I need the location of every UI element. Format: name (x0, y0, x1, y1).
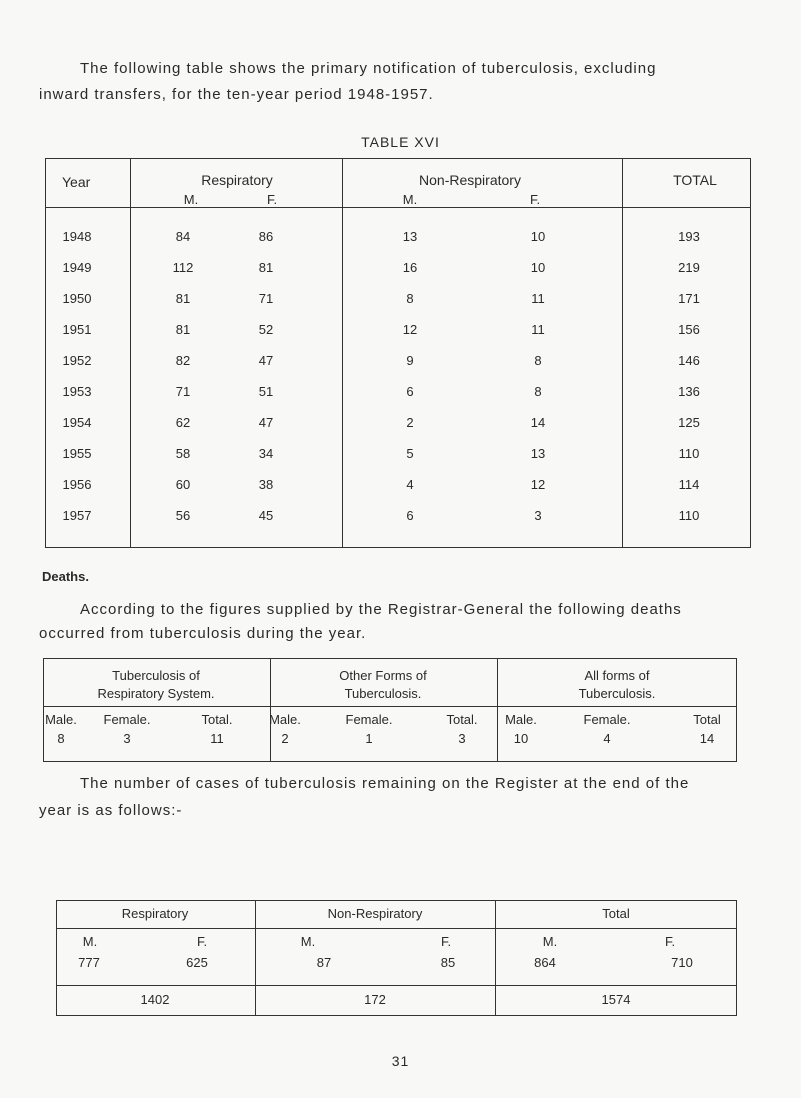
deaths-value-6: 10 (513, 731, 529, 746)
row-8-total: 114 (678, 477, 700, 492)
register-value-5: 710 (671, 955, 693, 970)
header-non-respiratory: Non-Respiratory (419, 172, 521, 188)
row-7-nonresp-f: 13 (530, 446, 546, 461)
deaths-group-1-line-2: Respiratory System. (97, 686, 215, 701)
row-1-year: 1949 (62, 260, 92, 275)
deaths-value-5: 3 (458, 731, 466, 746)
row-4-resp-f: 47 (258, 353, 274, 368)
deaths-subheader-3: Male. (269, 712, 301, 727)
row-2-nonresp-f: 11 (531, 291, 545, 306)
header-resp-m: M. (183, 192, 199, 207)
row-1-resp-f: 81 (258, 260, 274, 275)
register-subheader-4: M. (542, 934, 558, 949)
deaths-subheader-8: Total (693, 712, 721, 727)
deaths-group-1-line-1: Tuberculosis of (112, 668, 200, 683)
register-group-respiratory: Respiratory (121, 906, 189, 921)
row-3-resp-m: 81 (175, 322, 191, 337)
header-nonresp-f: F. (529, 192, 541, 207)
row-8-nonresp-f: 12 (530, 477, 546, 492)
register-subheader-1: F. (196, 934, 208, 949)
row-7-year: 1955 (62, 446, 92, 461)
row-6-nonresp-m: 2 (406, 415, 414, 430)
deaths-value-3: 2 (281, 731, 289, 746)
row-9-nonresp-f: 3 (534, 508, 542, 523)
header-nonresp-m: M. (402, 192, 418, 207)
deaths-group-2-line-2: Tuberculosis. (344, 686, 422, 701)
page-number: 31 (391, 1053, 410, 1069)
row-5-nonresp-f: 8 (534, 384, 542, 399)
register-subheader-2: M. (300, 934, 316, 949)
register-total-2: 1574 (601, 992, 631, 1007)
register-subheader-5: F. (664, 934, 676, 949)
row-6-total: 125 (678, 415, 700, 430)
table-title: TABLE XVI (361, 134, 440, 150)
row-1-total: 219 (678, 260, 700, 275)
row-2-resp-f: 71 (258, 291, 274, 306)
row-3-nonresp-m: 12 (402, 322, 418, 337)
row-0-resp-m: 84 (175, 229, 191, 244)
deaths-value-8: 14 (699, 731, 715, 746)
row-6-year: 1954 (62, 415, 92, 430)
register-total-1: 172 (364, 992, 386, 1007)
deaths-value-7: 4 (603, 731, 611, 746)
row-9-nonresp-m: 6 (406, 508, 414, 523)
row-0-nonresp-f: 10 (530, 229, 546, 244)
row-3-resp-f: 52 (258, 322, 274, 337)
header-resp-f: F. (266, 192, 278, 207)
register-total-0: 1402 (140, 992, 170, 1007)
row-5-resp-m: 71 (175, 384, 191, 399)
row-4-resp-m: 82 (175, 353, 191, 368)
register-group-total: Total (602, 906, 630, 921)
deaths-subheader-5: Total. (446, 712, 478, 727)
intro-line-1: The following table shows the primary notification of tuberculosis, excluding (80, 60, 657, 77)
intro-line-2: inward transfers, for the ten-year period 1948-1957. (39, 86, 434, 103)
register-para-line-2: year is as follows:- (39, 802, 183, 819)
deaths-subheader-6: Male. (505, 712, 537, 727)
row-2-year: 1950 (62, 291, 92, 306)
register-value-1: 625 (186, 955, 208, 970)
deaths-value-0: 8 (57, 731, 65, 746)
row-4-total: 146 (678, 353, 700, 368)
row-6-resp-m: 62 (175, 415, 191, 430)
row-3-nonresp-f: 11 (531, 322, 545, 337)
register-subheader-3: F. (440, 934, 452, 949)
deaths-subheader-1: Female. (103, 712, 151, 727)
row-7-total: 110 (678, 446, 700, 461)
header-year: Year (62, 174, 91, 190)
row-9-year: 1957 (62, 508, 92, 523)
row-6-nonresp-f: 14 (530, 415, 546, 430)
row-8-nonresp-m: 4 (406, 477, 414, 492)
row-4-year: 1952 (62, 353, 92, 368)
deaths-subheader-0: Male. (45, 712, 77, 727)
row-8-resp-m: 60 (175, 477, 191, 492)
register-para-line-1: The number of cases of tuberculosis remaining on the Register at the end of the (80, 775, 690, 792)
row-8-resp-f: 38 (258, 477, 274, 492)
register-value-3: 85 (440, 955, 456, 970)
deaths-value-1: 3 (123, 731, 131, 746)
row-0-year: 1948 (62, 229, 92, 244)
register-value-4: 864 (534, 955, 556, 970)
row-1-nonresp-m: 16 (402, 260, 418, 275)
deaths-value-4: 1 (365, 731, 373, 746)
register-value-0: 777 (78, 955, 100, 970)
row-3-total: 156 (678, 322, 700, 337)
deaths-subheader-2: Total. (201, 712, 233, 727)
row-5-resp-f: 51 (258, 384, 274, 399)
register-group-non-respiratory: Non-Respiratory (327, 906, 423, 921)
row-2-total: 171 (678, 291, 700, 306)
deaths-subheader-4: Female. (345, 712, 393, 727)
row-3-year: 1951 (62, 322, 92, 337)
row-0-resp-f: 86 (258, 229, 274, 244)
row-9-total: 110 (678, 508, 700, 523)
deaths-para-line-1: According to the figures supplied by the Registrar-General the following deaths (80, 601, 682, 618)
row-0-total: 193 (678, 229, 700, 244)
row-1-resp-m: 112 (172, 260, 194, 275)
deaths-group-3-line-2: Tuberculosis. (578, 686, 656, 701)
row-6-resp-f: 47 (258, 415, 274, 430)
row-9-resp-f: 45 (258, 508, 274, 523)
register-value-2: 87 (316, 955, 332, 970)
row-0-nonresp-m: 13 (402, 229, 418, 244)
row-8-year: 1956 (62, 477, 92, 492)
row-2-resp-m: 81 (175, 291, 191, 306)
row-5-nonresp-m: 6 (406, 384, 414, 399)
row-1-nonresp-f: 10 (530, 260, 546, 275)
row-7-resp-f: 34 (258, 446, 274, 461)
deaths-group-2-line-1: Other Forms of (339, 668, 427, 683)
header-respiratory: Respiratory (201, 172, 273, 188)
notification-table (45, 158, 751, 548)
row-7-nonresp-m: 5 (406, 446, 414, 461)
row-7-resp-m: 58 (175, 446, 191, 461)
header-total: TOTAL (673, 172, 717, 188)
row-4-nonresp-f: 8 (534, 353, 542, 368)
deaths-heading: Deaths. (42, 569, 89, 584)
row-5-year: 1953 (62, 384, 92, 399)
deaths-value-2: 11 (210, 731, 224, 746)
row-4-nonresp-m: 9 (406, 353, 414, 368)
deaths-para-line-2: occurred from tuberculosis during the year. (39, 625, 367, 642)
register-subheader-0: M. (82, 934, 98, 949)
row-5-total: 136 (678, 384, 700, 399)
row-2-nonresp-m: 8 (406, 291, 414, 306)
deaths-subheader-7: Female. (583, 712, 631, 727)
row-9-resp-m: 56 (175, 508, 191, 523)
deaths-group-3-line-1: All forms of (584, 668, 650, 683)
